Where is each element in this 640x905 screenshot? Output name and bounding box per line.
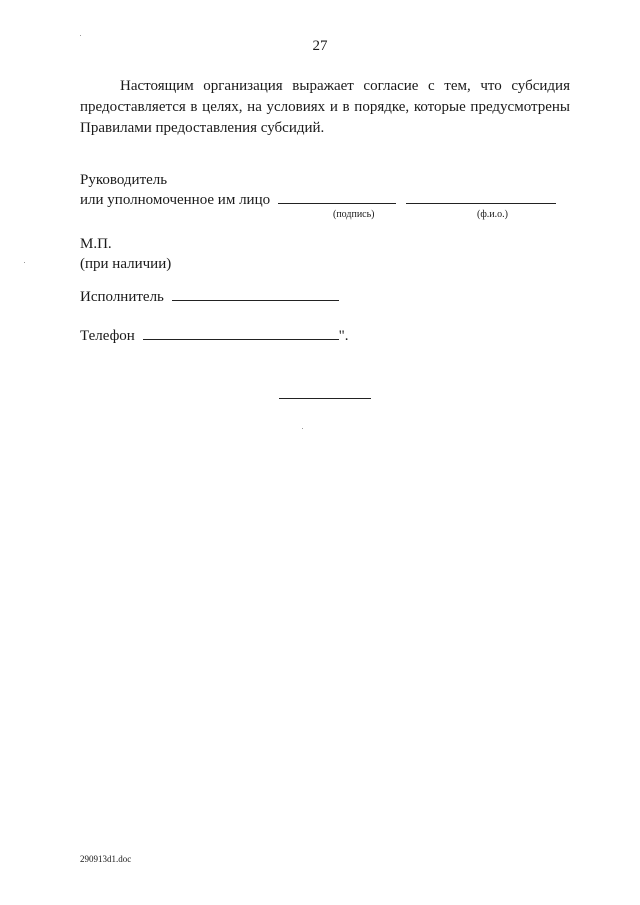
stamp-note: (при наличии): [80, 256, 172, 272]
scan-speck: [302, 428, 303, 429]
name-blank[interactable]: [406, 191, 556, 204]
signatory-line: [80, 191, 556, 209]
phone-closing-quote: ".: [338, 328, 349, 344]
signature-caption: (подпись): [333, 209, 375, 220]
signatory-title: Руководитель: [80, 172, 168, 188]
scan-speck: [24, 262, 25, 263]
phone-blank[interactable]: [143, 327, 339, 340]
executor-label: Исполнитель: [80, 289, 164, 305]
scan-speck: [80, 35, 81, 36]
page-number: 27: [312, 38, 328, 54]
signatory-subtitle: или уполномоченное им лицо: [80, 192, 271, 208]
stamp-label: М.П.: [80, 236, 112, 252]
phone-label: Телефон: [80, 328, 135, 344]
phone-line: [80, 327, 348, 345]
executor-blank[interactable]: [172, 288, 339, 301]
executor-line: [80, 288, 339, 306]
end-divider: [279, 398, 371, 399]
name-caption: (ф.и.о.): [477, 209, 508, 220]
footer-filename: 290913d1.doc: [80, 854, 132, 864]
signature-blank[interactable]: [278, 191, 396, 204]
consent-paragraph: Настоящим организация выражает согласие с тем, что субсидия предоставляется в целях, на условиях и в порядке, которые предусмотрены Правилами предоставления субсидий.: [80, 78, 570, 136]
